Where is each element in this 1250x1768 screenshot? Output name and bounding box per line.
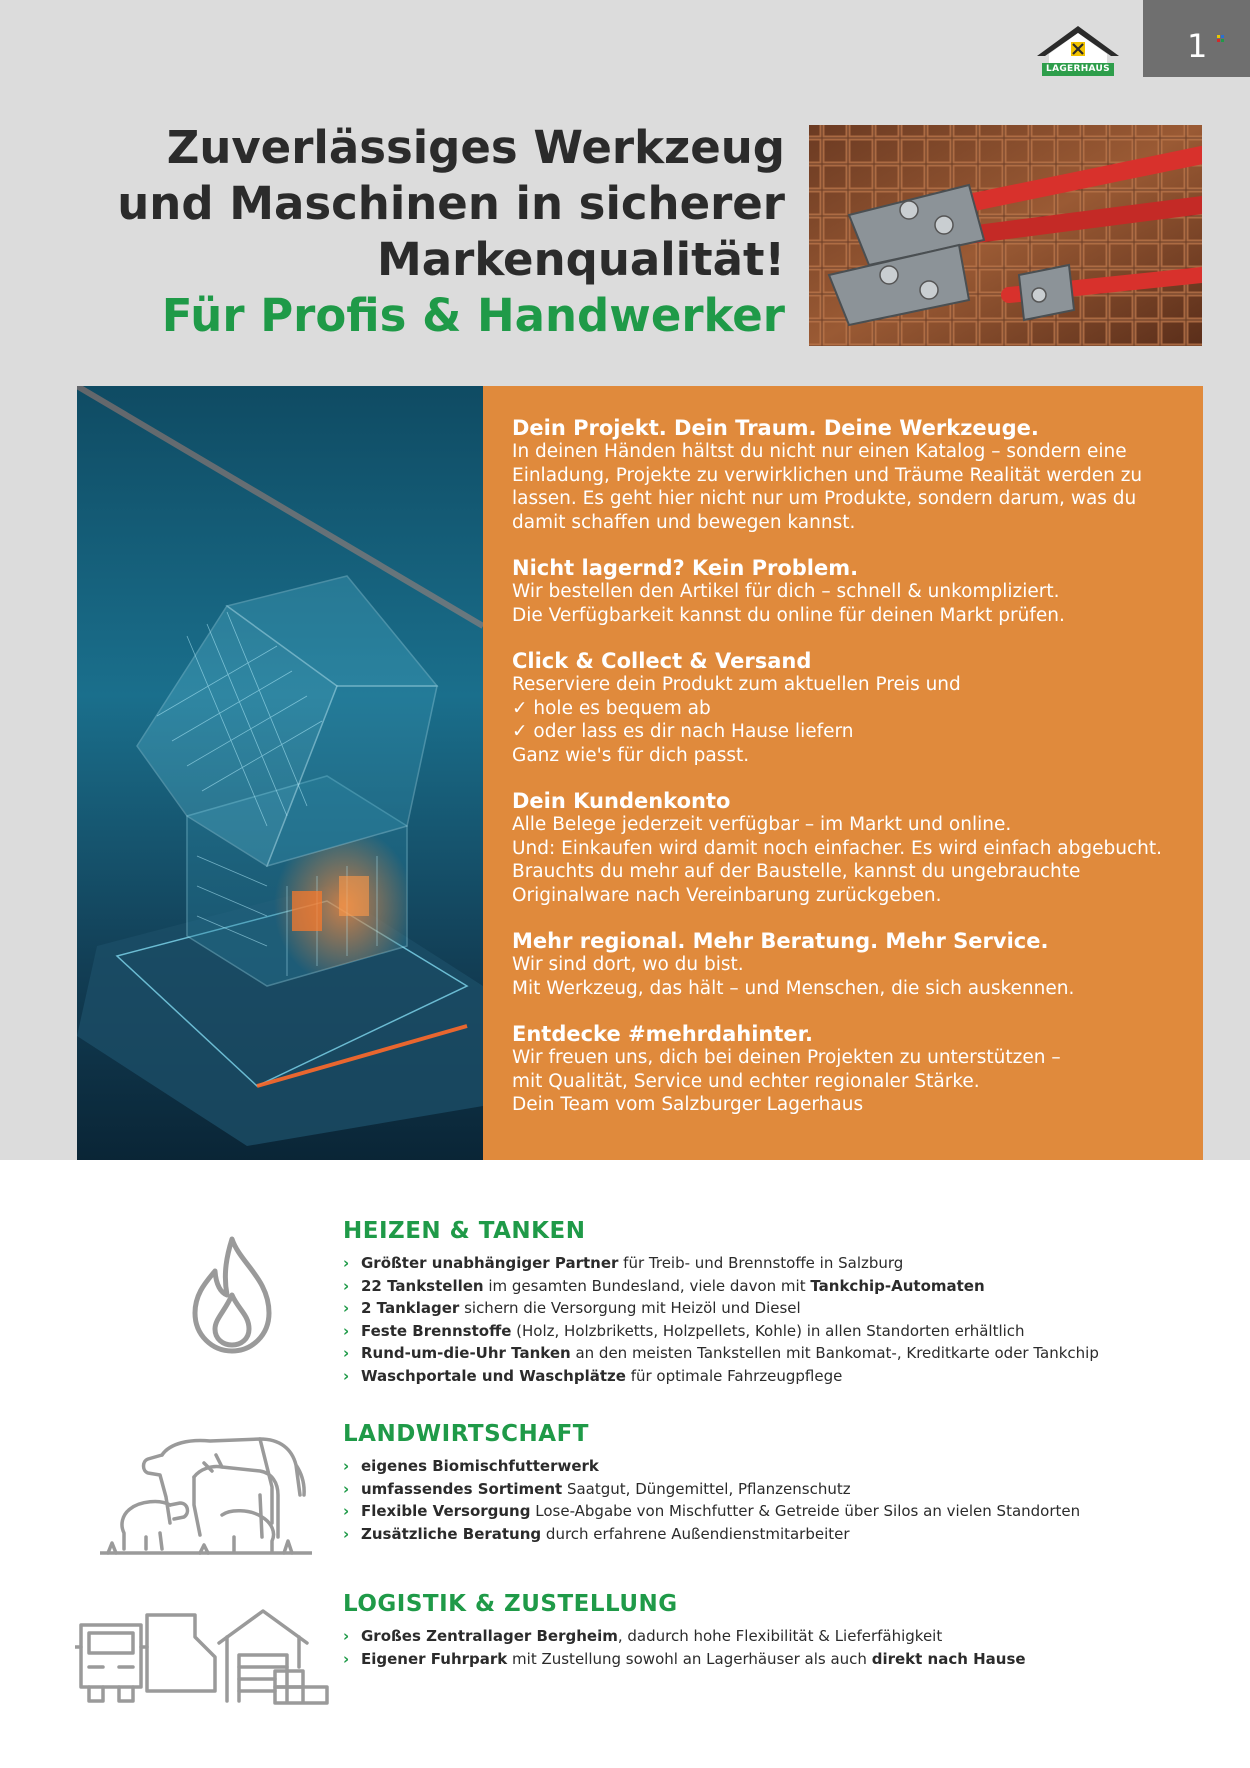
section-click-collect [512, 649, 1202, 767]
list-item: › eigenes Biomischfutterwerk [343, 1457, 599, 1475]
section-line: Dein Team vom Salzburger Lagerhaus [512, 1094, 864, 1115]
section-line: Die Verfügbarkeit kannst du online für deinen Markt prüfen. [512, 604, 1065, 626]
section-projekt [512, 416, 1202, 534]
section-line: In deinen Händen hältst du nicht nur einen Katalog – sondern eine [512, 441, 1127, 462]
section-nicht-lagernd [512, 556, 1202, 627]
section-line: mit Qualität, Service und echter regionaler Stärke. [512, 1070, 980, 1092]
section-line: damit schaffen und bewegen kannst. [512, 511, 856, 533]
logo-wordmark: LAGERHAUS [1042, 63, 1114, 76]
list-item: › Eigener Fuhrpark mit Zustellung sowohl an Lagerhäuser als auch direkt nach Hause [343, 1649, 1026, 1668]
headline-line-3: Markenqualität! [377, 233, 785, 286]
section-title: Dein Kundenkonto [512, 789, 731, 813]
section-line: Brauchts du mehr auf der Baustelle, kannst du ungebrauchte [512, 861, 1081, 882]
service-list [343, 1455, 1123, 1545]
list-item: › umfassendes Sortiment Saatgut, Düngemittel, Pflanzenschutz [343, 1479, 851, 1498]
info-panel-content [512, 416, 1202, 1139]
service-title: LANDWIRTSCHAFT [343, 1421, 589, 1447]
section-title: Mehr regional. Mehr Beratung. Mehr Service. [512, 929, 1049, 953]
flame-icon [185, 1235, 280, 1355]
section-kundenkonto [512, 789, 1202, 907]
livestock-icon [100, 1425, 312, 1555]
section-line: Wir bestellen den Artikel für dich – schnell & unkompliziert. [512, 581, 1060, 602]
service-list [343, 1252, 1123, 1387]
service-title: HEIZEN & TANKEN [343, 1218, 586, 1244]
print-color-marks [1217, 35, 1225, 43]
list-item: › 22 Tankstellen im gesamten Bundesland, viele davon mit Tankchip-Automaten [343, 1276, 985, 1295]
list-item: › 2 Tanklager sichern die Versorgung mit Heizöl und Diesel [343, 1299, 801, 1317]
section-entdecke [512, 1022, 1202, 1117]
list-item: › Flexible Versorgung Lose-Abgabe von Mischfutter & Getreide über Silos an vielen Standorten [343, 1502, 1081, 1520]
service-heizen-tanken [343, 1218, 1123, 1387]
section-line: Reserviere dein Produkt zum aktuellen Preis und [512, 674, 961, 695]
section-line: Originalware nach Vereinbarung zurückgeben. [512, 884, 942, 906]
service-title: LOGISTIK & ZUSTELLUNG [343, 1591, 678, 1617]
section-line: ✓ oder lass es dir nach Hause liefern [512, 721, 854, 742]
service-list [343, 1625, 1123, 1670]
list-item: › Feste Brennstoffe (Holz, Holzbriketts, Holzpellets, Kohle) in allen Standorten erhältlich [343, 1321, 1025, 1340]
list-item: › Zusätzliche Beratung durch erfahrene Außendienstmitarbeiter [343, 1524, 850, 1543]
truck-warehouse-icon [75, 1607, 330, 1707]
section-line: Wir sind dort, wo du bist. [512, 954, 744, 975]
section-title: Click & Collect & Versand [512, 649, 812, 673]
list-item: › Großes Zentrallager Bergheim, dadurch hohe Flexibilität & Lieferfähigkeit [343, 1627, 943, 1645]
page-number: 1 [1187, 27, 1208, 65]
digital-house-illustration [77, 386, 483, 1160]
section-line: Und: Einkaufen wird damit noch einfacher. Es wird einfach abgebucht. [512, 837, 1163, 859]
section-title: Nicht lagernd? Kein Problem. [512, 556, 859, 580]
section-regional [512, 929, 1202, 1000]
section-line: Ganz wie's für dich passt. [512, 744, 750, 766]
list-item: › Größter unabhängiger Partner für Treib- und Brennstoffe in Salzburg [343, 1254, 904, 1272]
section-title: Entdecke #mehrdahinter. [512, 1022, 813, 1046]
bolt-cutters-photo [809, 125, 1202, 346]
service-landwirtschaft [343, 1421, 1123, 1545]
headline-line-2: und Maschinen in sicherer [117, 177, 785, 230]
section-line: Mit Werkzeug, das hält – und Menschen, die sich auskennen. [512, 977, 1075, 999]
list-item: › Waschportale und Waschplätze für optimale Fahrzeugpflege [343, 1366, 843, 1385]
headline-green-line: Für Profis & Handwerker [161, 289, 785, 342]
headline-line-1: Zuverlässiges Werkzeug [166, 121, 785, 174]
headline [117, 120, 785, 344]
list-item: › Rund-um-die-Uhr Tanken an den meisten Tankstellen mit Bankomat-, Kreditkarte oder Tankchip [343, 1344, 1099, 1362]
service-logistik [343, 1591, 1123, 1670]
section-title: Dein Projekt. Dein Traum. Deine Werkzeuge. [512, 416, 1039, 440]
section-line: Wir freuen uns, dich bei deinen Projekten zu unterstützen – [512, 1047, 1061, 1068]
section-line: lassen. Es geht hier nicht nur um Produkte, sondern darum, was du [512, 488, 1137, 509]
section-line: Alle Belege jederzeit verfügbar – im Markt und online. [512, 814, 1012, 835]
section-line: ✓ hole es bequem ab [512, 697, 711, 719]
section-line: Einladung, Projekte zu verwirklichen und Träume Realität werden zu [512, 464, 1143, 486]
